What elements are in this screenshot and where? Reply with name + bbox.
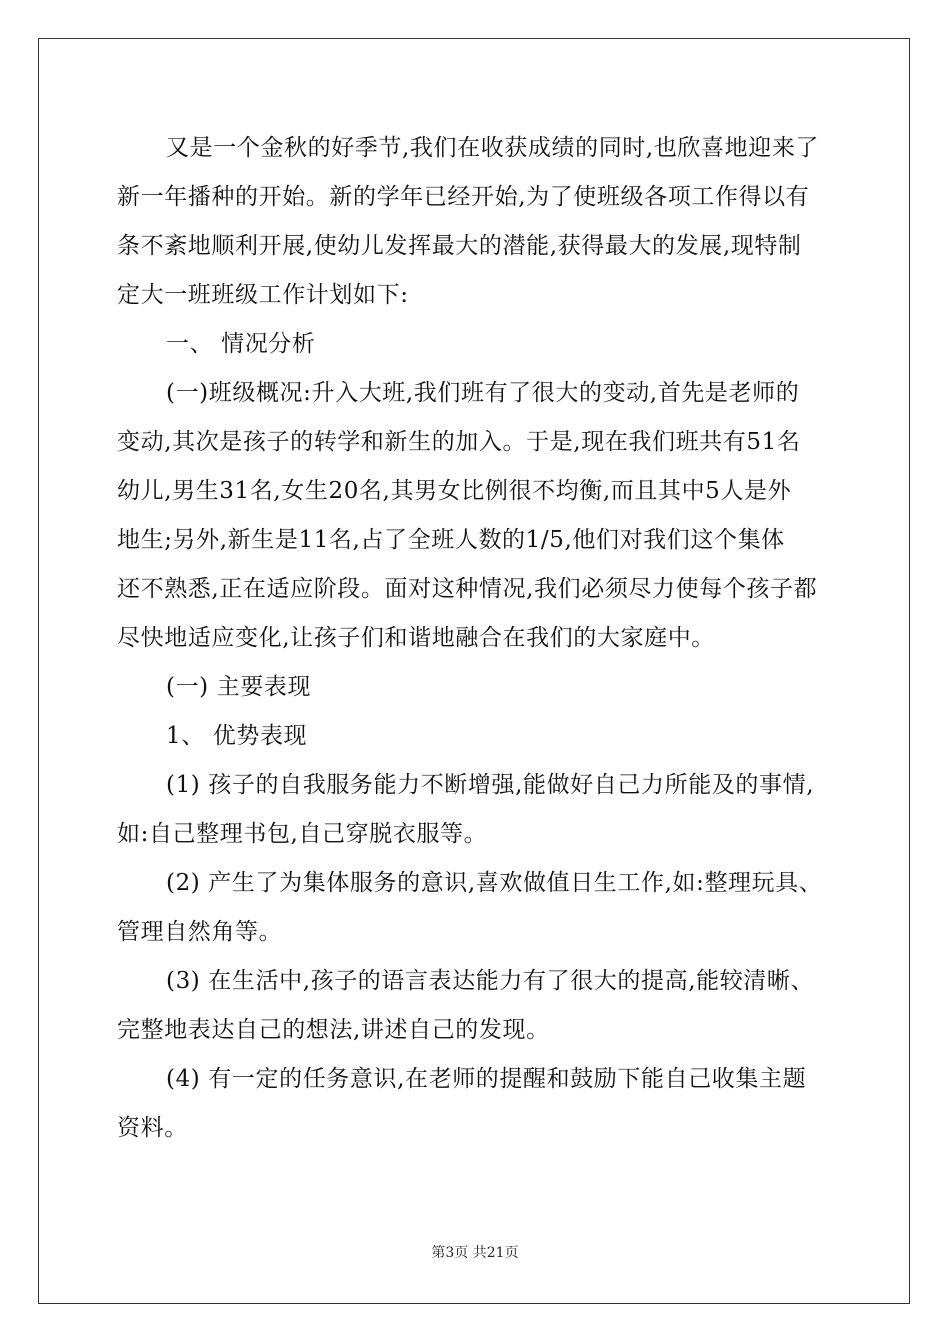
text-line: 尽快地适应变化,让孩子们和谐地融合在我们的大家庭中。 [117,625,715,651]
text-line: 完整地表达自己的想法,讲述自己的发现。 [117,1017,550,1043]
list-item: (3) 在生活中,孩子的语言表达能力有了很大的提高,能较清晰、 [166,968,815,994]
list-item: (2) 产生了为集体服务的意识,喜欢做值日生工作,如:整理玩具、 [166,870,823,896]
text-line: (一)班级概况:升入大班,我们班有了很大的变动,首先是老师的 [166,380,800,406]
text-line: 变动,其次是孩子的转学和新生的加入。于是,现在我们班共有51名 [117,429,801,455]
list-item: (1) 孩子的自我服务能力不断增强,能做好自己力所能及的事情, [166,772,815,798]
text-line: 还不熟悉,正在适应阶段。面对这种情况,我们必须尽力使每个孩子都 [117,576,818,602]
section-heading: 一、 情况分析 [166,331,316,357]
text-line: 地生;另外,新生是11名,占了全班人数的1/5,他们对我们这个集体 [117,527,785,553]
subsection-heading: 1、 优势表现 [166,723,308,749]
list-item: (4) 有一定的任务意识,在老师的提醒和鼓励下能自己收集主题 [166,1066,807,1092]
subsection-heading: (一) 主要表现 [166,674,312,700]
document-body [117,124,837,1153]
text-line: 管理自然角等。 [117,919,283,945]
text-line: 条不紊地顺利开展,使幼儿发挥最大的潜能,获得最大的发展,现特制 [117,233,802,259]
text-line: 定大一班班级工作计划如下: [117,282,409,308]
page-number-footer: 第3页 共21页 [431,1245,519,1261]
text-line: 又是一个金秋的好季节,我们在收获成绩的同时,也欣喜地迎来了 [166,135,820,161]
text-line: 新一年播种的开始。新的学年已经开始,为了使班级各项工作得以有 [117,184,810,210]
text-line: 资料。 [117,1115,188,1141]
text-line: 幼儿,男生31名,女生20名,其男女比例很不均衡,而且其中5人是外 [117,478,792,504]
text-line: 如:自己整理书包,自己穿脱衣服等。 [117,821,488,847]
